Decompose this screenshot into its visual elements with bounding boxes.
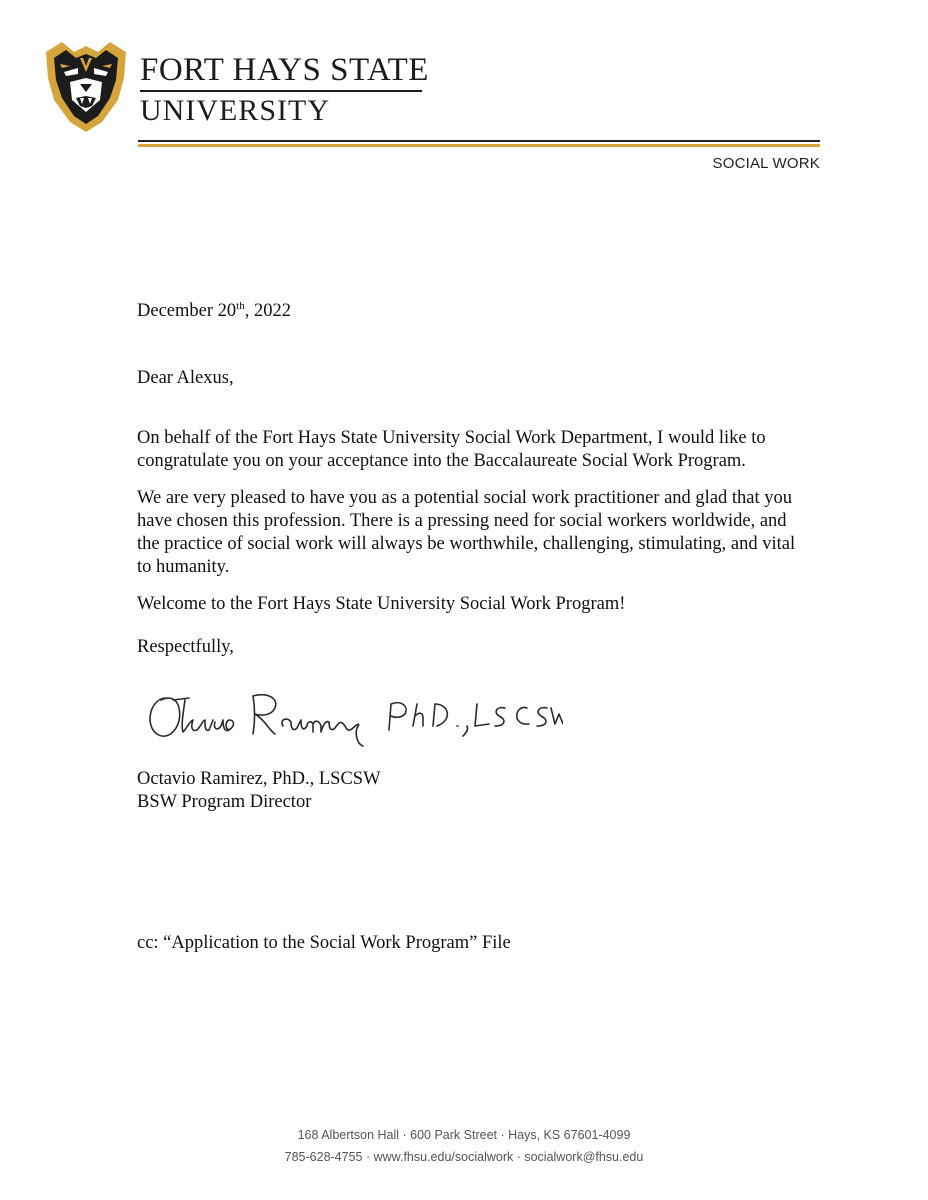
- salutation: Dear Alexus,: [137, 368, 234, 388]
- department-name: SOCIAL WORK: [712, 155, 820, 172]
- signer-name: Octavio Ramirez, PhD., LSCSW: [137, 769, 381, 789]
- university-name-line2: UNIVERSITY: [140, 94, 330, 127]
- header-rule-gold: [138, 144, 820, 147]
- date-year: , 2022: [244, 301, 291, 321]
- date-suffix: th: [236, 299, 245, 312]
- signer-title: BSW Program Director: [137, 792, 312, 812]
- handwritten-signature: [143, 686, 563, 756]
- paragraph-line: the practice of social work will always be worthwhile, challenging, stimulating, and vital: [137, 534, 796, 554]
- paragraph-line: have chosen this profession. There is a pressing need for social workers worldwide, and: [137, 511, 787, 531]
- footer-address: 168 Albertson Hall · 600 Park Street · Hays, KS 67601-4099: [297, 1128, 631, 1142]
- date-main: December 20: [137, 301, 237, 321]
- university-name-line1: FORT HAYS STATE: [140, 52, 429, 88]
- paragraph-line: We are very pleased to have you as a potential social work practitioner and glad that you: [137, 488, 793, 508]
- cc-line: cc: “Application to the Social Work Program” File: [137, 933, 511, 953]
- university-wordmark: [140, 54, 429, 126]
- footer-contact: 785-628-4755 · www.fhsu.edu/socialwork · socialwork@fhsu.edu: [284, 1150, 644, 1164]
- paragraph-welcome: Welcome to the Fort Hays State University Social Work Program!: [137, 594, 626, 614]
- paragraph-line: On behalf of the Fort Hays State University Social Work Department, I would like to: [137, 428, 766, 448]
- closing: Respectfully,: [137, 637, 234, 657]
- paragraph-line: to humanity.: [137, 557, 230, 577]
- paragraph-acceptance: [137, 427, 766, 473]
- letter-date: [137, 300, 291, 323]
- wordmark-divider: [140, 90, 422, 92]
- tiger-head-icon: [40, 38, 132, 134]
- paragraph-profession: [137, 487, 795, 579]
- paragraph-line: congratulate you on your acceptance into the Baccalaureate Social Work Program.: [137, 451, 746, 471]
- header-rule-dark: [138, 140, 820, 142]
